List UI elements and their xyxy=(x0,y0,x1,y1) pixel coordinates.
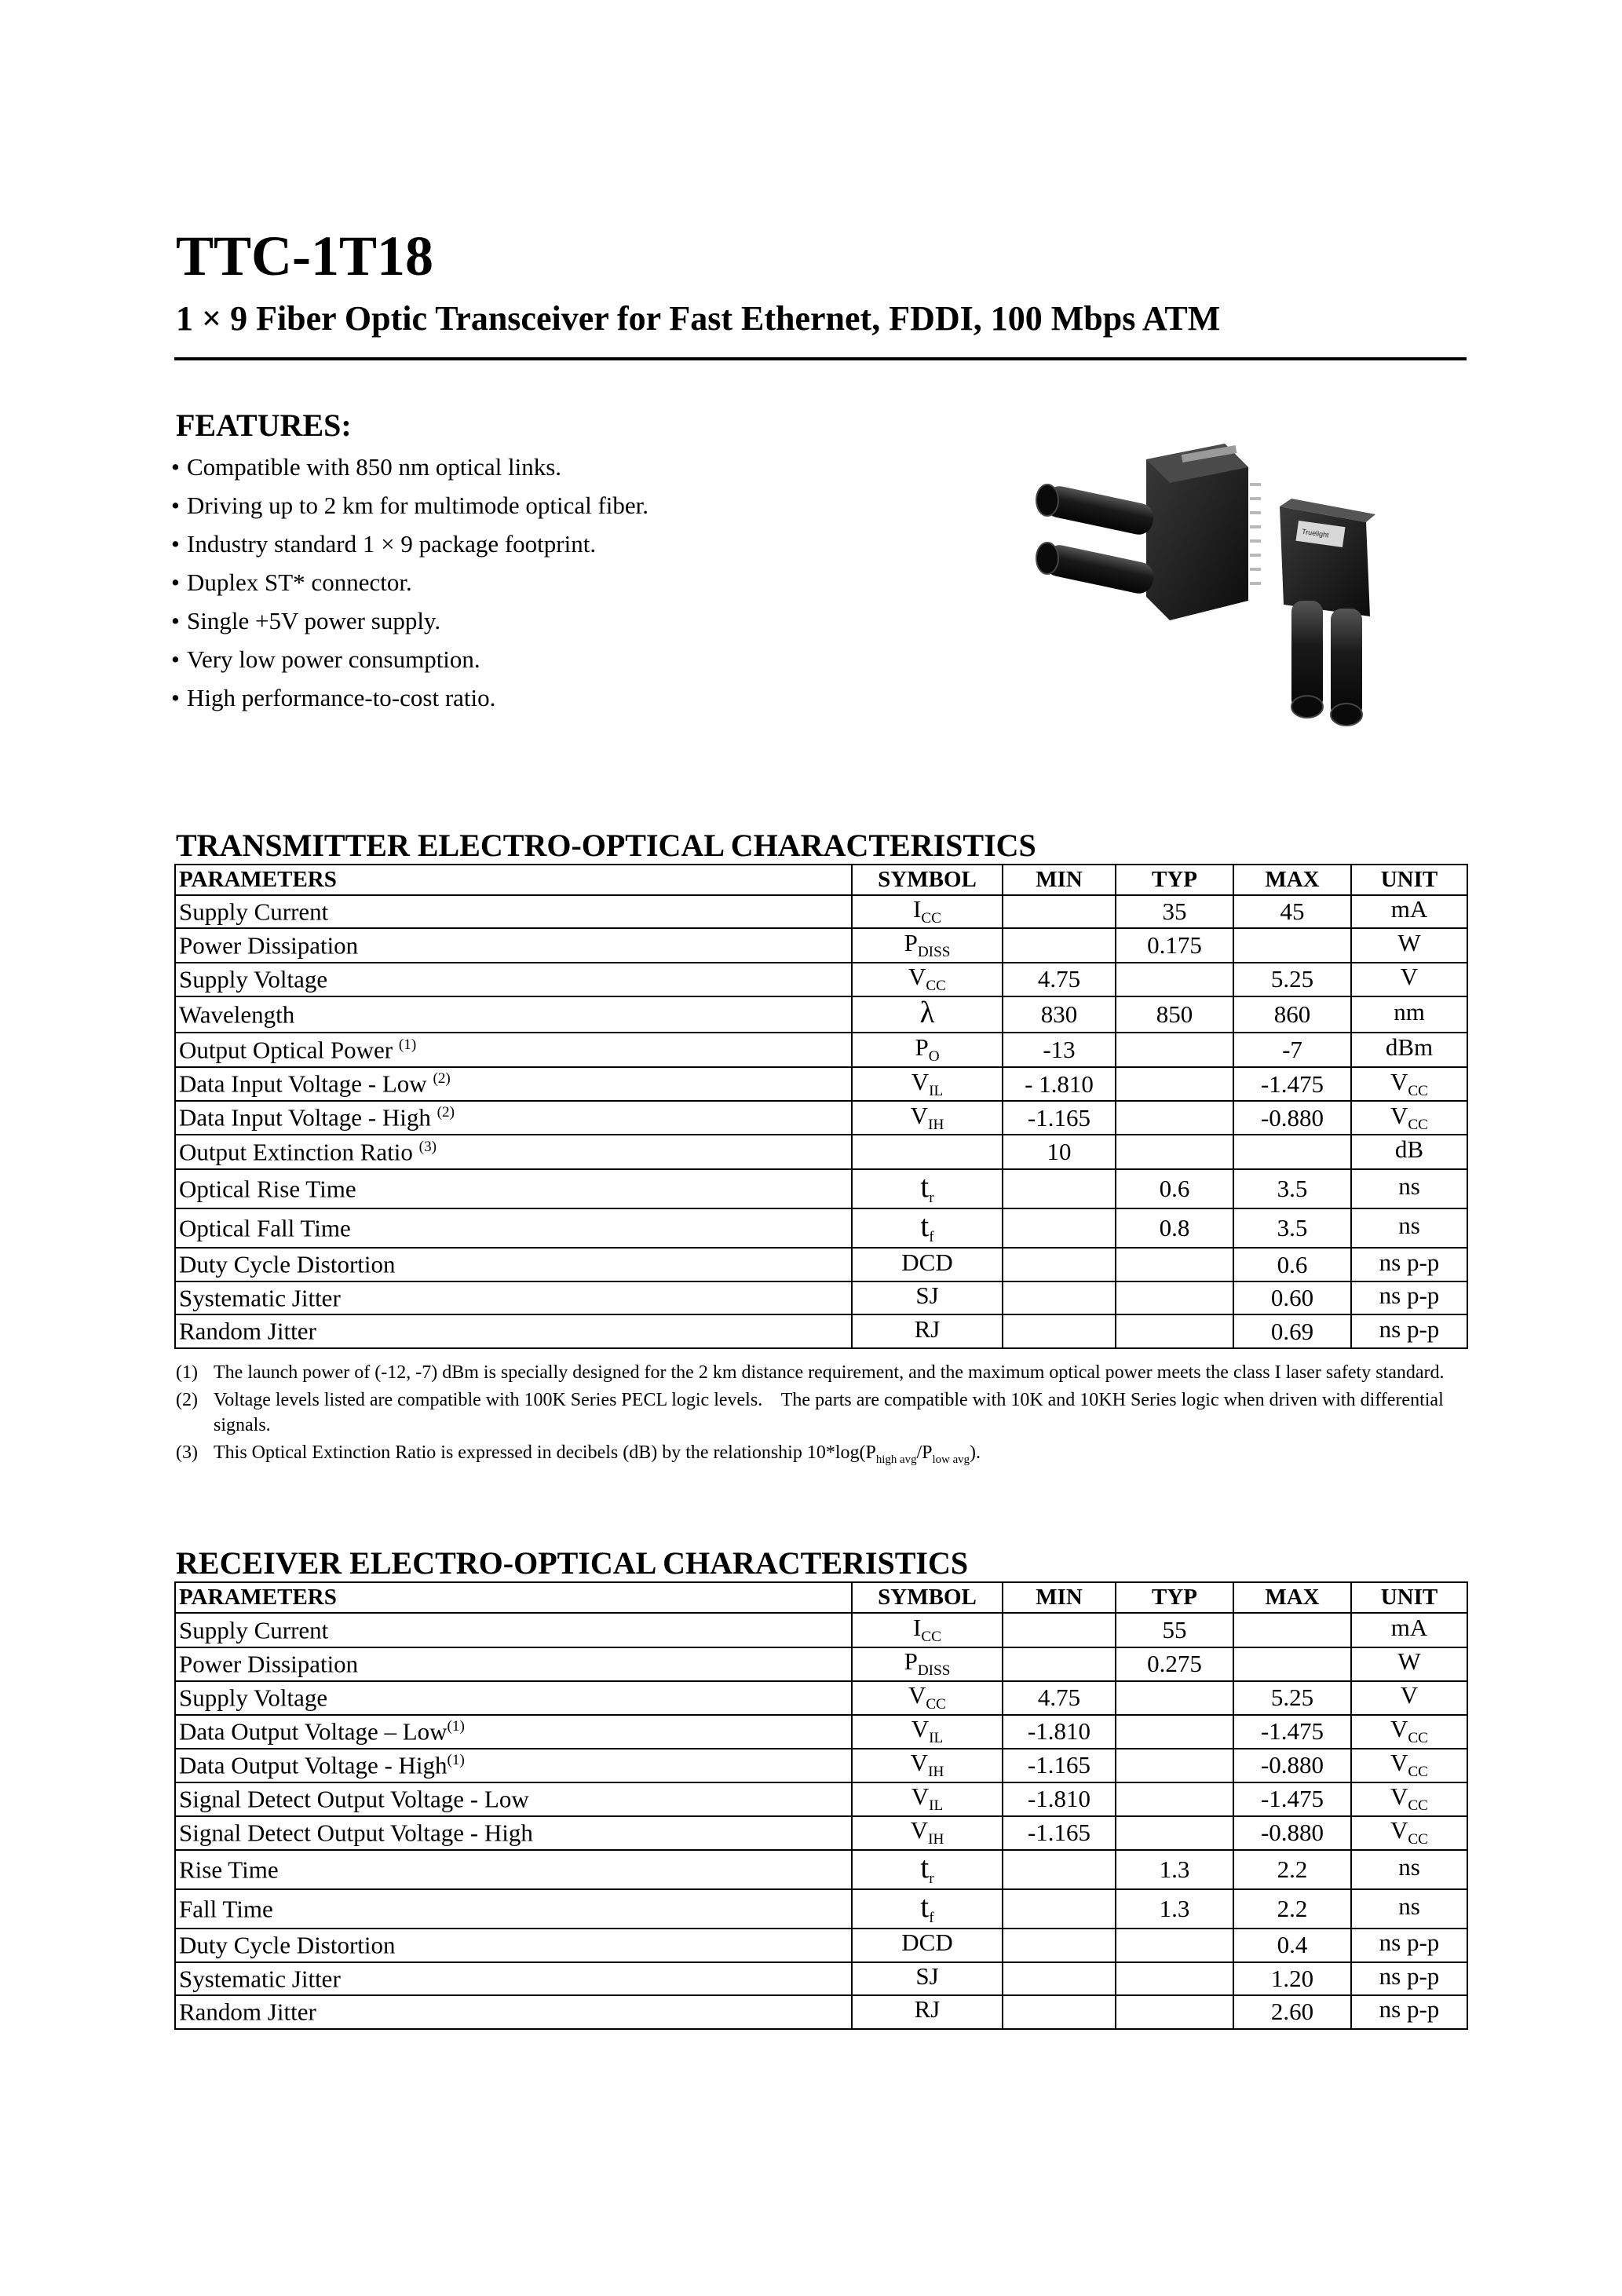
min-cell: 10 xyxy=(1003,1135,1116,1169)
unit-cell: dB xyxy=(1351,1135,1467,1169)
typ-cell xyxy=(1116,1033,1233,1067)
typ-cell xyxy=(1116,963,1233,996)
max-cell: 0.4 xyxy=(1233,1929,1351,1962)
col-typ: TYP xyxy=(1116,865,1233,895)
bullet-icon: • xyxy=(171,684,180,711)
note-text: The launch power of (-12, -7) dBm is specially designed for the 2 km distance requirement, and the maximum optical power meets the class I laser safety standard. xyxy=(214,1362,1445,1383)
param-cell: Supply Current xyxy=(175,1613,852,1647)
min-cell xyxy=(1003,1314,1116,1348)
typ-cell xyxy=(1116,1248,1233,1281)
table-row xyxy=(175,1782,1467,1816)
feature-item xyxy=(171,601,648,640)
bullet-icon: • xyxy=(171,453,180,481)
note-text: Voltage levels listed are compatible with 100K Series PECL logic levels. The parts are compatible with 10K and 10KH Series logic when driven with differential signals. xyxy=(214,1390,1448,1435)
typ-cell: 850 xyxy=(1116,996,1233,1033)
col-symbol: SYMBOL xyxy=(852,865,1003,895)
param-cell: Random Jitter xyxy=(175,1314,852,1348)
table-row xyxy=(175,1281,1467,1314)
col-max: MAX xyxy=(1233,1582,1351,1613)
feature-item xyxy=(171,563,648,601)
max-cell: 0.60 xyxy=(1233,1281,1351,1314)
table-row xyxy=(175,1816,1467,1850)
min-cell xyxy=(1003,1647,1116,1681)
param-cell: Optical Fall Time xyxy=(175,1208,852,1248)
note-1 xyxy=(176,1360,1463,1385)
transmitter-notes xyxy=(176,1360,1463,1472)
col-min: MIN xyxy=(1003,1582,1116,1613)
table-row xyxy=(175,963,1467,996)
unit-cell: dBm xyxy=(1351,1033,1467,1067)
col-max: MAX xyxy=(1233,865,1351,895)
max-cell: 1.20 xyxy=(1233,1962,1351,1995)
unit-cell: $V_{CC}$ xyxy=(1351,1816,1467,1850)
typ-cell xyxy=(1116,1681,1233,1715)
unit-cell: ns p-p xyxy=(1351,1248,1467,1281)
min-cell: 4.75 xyxy=(1003,963,1116,996)
symbol-cell: $V_{IH}$ xyxy=(852,1816,1003,1850)
max-cell: -0.880 xyxy=(1233,1101,1351,1135)
symbol-cell: SJ xyxy=(852,1281,1003,1314)
document-subtitle: 1 × 9 Fiber Optic Transceiver for Fast Ethernet, FDDI, 100 Mbps ATM xyxy=(176,299,1221,338)
transmitter-heading: TRANSMITTER ELECTRO-OPTICAL CHARACTERISTICS xyxy=(176,828,1036,863)
max-cell: 3.5 xyxy=(1233,1208,1351,1248)
transmitter-table xyxy=(174,864,1468,1349)
min-cell: -1.165 xyxy=(1003,1749,1116,1782)
feature-text: Compatible with 850 nm optical links. xyxy=(187,453,562,481)
feature-text: Single +5V power supply. xyxy=(187,607,441,634)
unit-cell: nm xyxy=(1351,996,1467,1033)
document-title: TTC-1T18 xyxy=(176,225,434,287)
min-cell xyxy=(1003,1281,1116,1314)
unit-cell: W xyxy=(1351,1647,1467,1681)
param-cell: Duty Cycle Distortion xyxy=(175,1929,852,1962)
unit-cell: ns p-p xyxy=(1351,1929,1467,1962)
symbol-cell: $I_{CC}$ xyxy=(852,895,1003,928)
table-header-row xyxy=(175,865,1467,895)
min-cell xyxy=(1003,1613,1116,1647)
symbol-cell: $V_{IL}$ xyxy=(852,1067,1003,1101)
typ-cell xyxy=(1116,1962,1233,1995)
param-cell: Power Dissipation xyxy=(175,928,852,963)
param-cell: Supply Current xyxy=(175,895,852,928)
min-cell: -13 xyxy=(1003,1033,1116,1067)
feature-text: Very low power consumption. xyxy=(187,645,480,673)
symbol-cell: $V_{CC}$ xyxy=(852,1681,1003,1715)
unit-cell: W xyxy=(1351,928,1467,963)
typ-cell xyxy=(1116,1995,1233,2029)
bullet-icon: • xyxy=(171,607,180,634)
table-row xyxy=(175,1135,1467,1169)
note-number: (1) xyxy=(176,1362,198,1383)
typ-cell xyxy=(1116,1929,1233,1962)
feature-text: Driving up to 2 km for multimode optical fiber. xyxy=(187,492,649,519)
min-cell xyxy=(1003,895,1116,928)
typ-cell: 0.275 xyxy=(1116,1647,1233,1681)
unit-cell: V xyxy=(1351,1681,1467,1715)
symbol-cell: $I_{CC}$ xyxy=(852,1613,1003,1647)
bullet-icon: • xyxy=(171,645,180,673)
param-cell: Signal Detect Output Voltage - High xyxy=(175,1816,852,1850)
param-cell: Random Jitter xyxy=(175,1995,852,2029)
max-cell xyxy=(1233,1613,1351,1647)
module-label: Truelight xyxy=(1301,527,1330,539)
typ-cell xyxy=(1116,1135,1233,1169)
table-row xyxy=(175,1248,1467,1281)
unit-cell: $V_{CC}$ xyxy=(1351,1749,1467,1782)
max-cell: 0.6 xyxy=(1233,1248,1351,1281)
param-cell: Optical Rise Time xyxy=(175,1169,852,1208)
min-cell: 830 xyxy=(1003,996,1116,1033)
symbol-cell: $t_f$ xyxy=(852,1889,1003,1929)
max-cell xyxy=(1233,928,1351,963)
param-cell: Data Output Voltage - High$^{(1)}$ xyxy=(175,1749,852,1782)
module-front-view xyxy=(1280,499,1375,726)
typ-cell: 55 xyxy=(1116,1613,1233,1647)
min-cell xyxy=(1003,1889,1116,1929)
param-cell: Systematic Jitter xyxy=(175,1281,852,1314)
feature-item xyxy=(171,448,648,486)
max-cell: 45 xyxy=(1233,895,1351,928)
table-row xyxy=(175,895,1467,928)
typ-cell xyxy=(1116,1782,1233,1816)
product-photo xyxy=(1021,436,1382,726)
bullet-icon: • xyxy=(171,569,180,596)
table-row xyxy=(175,1067,1467,1101)
min-cell xyxy=(1003,1995,1116,2029)
max-cell: 860 xyxy=(1233,996,1351,1033)
param-cell: Supply Voltage xyxy=(175,963,852,996)
feature-text: Duplex ST* connector. xyxy=(187,569,412,596)
unit-cell: ns xyxy=(1351,1889,1467,1929)
param-cell: Fall Time xyxy=(175,1889,852,1929)
param-cell: Systematic Jitter xyxy=(175,1962,852,1995)
table-row xyxy=(175,1681,1467,1715)
min-cell: -1.165 xyxy=(1003,1101,1116,1135)
symbol-cell: RJ xyxy=(852,1995,1003,2029)
note-text: This Optical Extinction Ratio is expressed in decibels (dB) by the relationship $10*\log(P_{high avg}/P_{low avg})$. xyxy=(214,1442,981,1466)
unit-cell: $V_{CC}$ xyxy=(1351,1101,1467,1135)
unit-cell: ns p-p xyxy=(1351,1281,1467,1314)
col-min: MIN xyxy=(1003,865,1116,895)
typ-cell: 0.6 xyxy=(1116,1169,1233,1208)
typ-cell xyxy=(1116,1281,1233,1314)
note-number: (3) xyxy=(176,1442,198,1463)
receiver-heading: RECEIVER ELECTRO-OPTICAL CHARACTERISTICS xyxy=(176,1545,969,1581)
unit-cell: ns p-p xyxy=(1351,1962,1467,1995)
symbol-cell: $V_{IH}$ xyxy=(852,1749,1003,1782)
symbol-cell: SJ xyxy=(852,1962,1003,1995)
typ-cell: 1.3 xyxy=(1116,1850,1233,1889)
typ-cell xyxy=(1116,1314,1233,1348)
param-cell: Wavelength xyxy=(175,996,852,1033)
table-row xyxy=(175,1613,1467,1647)
table-row xyxy=(175,1962,1467,1995)
unit-cell: ns p-p xyxy=(1351,1314,1467,1348)
min-cell xyxy=(1003,1850,1116,1889)
min-cell: - 1.810 xyxy=(1003,1067,1116,1101)
symbol-cell: $t_r$ xyxy=(852,1850,1003,1889)
max-cell: 5.25 xyxy=(1233,1681,1351,1715)
max-cell: 2.60 xyxy=(1233,1995,1351,2029)
feature-text: High performance-to-cost ratio. xyxy=(187,684,496,711)
feature-item xyxy=(171,525,648,563)
symbol-cell: λ xyxy=(852,996,1003,1033)
max-cell: 2.2 xyxy=(1233,1889,1351,1929)
note-2 xyxy=(176,1387,1463,1438)
min-cell xyxy=(1003,1169,1116,1208)
max-cell: 0.69 xyxy=(1233,1314,1351,1348)
bullet-icon: • xyxy=(171,492,180,519)
max-cell: -1.475 xyxy=(1233,1715,1351,1749)
unit-cell: mA xyxy=(1351,1613,1467,1647)
table-row xyxy=(175,1850,1467,1889)
max-cell: -0.880 xyxy=(1233,1749,1351,1782)
note-3 xyxy=(176,1440,1463,1472)
min-cell: -1.165 xyxy=(1003,1816,1116,1850)
max-cell: 3.5 xyxy=(1233,1169,1351,1208)
table-row xyxy=(175,1995,1467,2029)
col-typ: TYP xyxy=(1116,1582,1233,1613)
typ-cell xyxy=(1116,1816,1233,1850)
col-unit: UNIT xyxy=(1351,865,1467,895)
feature-item xyxy=(171,678,648,717)
typ-cell: 0.175 xyxy=(1116,928,1233,963)
table-row xyxy=(175,1169,1467,1208)
max-cell: 2.2 xyxy=(1233,1850,1351,1889)
table-row xyxy=(175,1033,1467,1067)
unit-cell: $V_{CC}$ xyxy=(1351,1715,1467,1749)
unit-cell: mA xyxy=(1351,895,1467,928)
min-cell xyxy=(1003,1929,1116,1962)
symbol-cell: DCD xyxy=(852,1248,1003,1281)
symbol-cell: $P_{DISS}$ xyxy=(852,928,1003,963)
max-cell: -7 xyxy=(1233,1033,1351,1067)
module-side-view xyxy=(1036,444,1261,620)
note-number: (2) xyxy=(176,1390,198,1410)
param-cell: Data Input Voltage - High $^{(2)}$ xyxy=(175,1101,852,1135)
typ-cell xyxy=(1116,1749,1233,1782)
table-row xyxy=(175,1208,1467,1248)
param-cell: Duty Cycle Distortion xyxy=(175,1248,852,1281)
table-row xyxy=(175,1101,1467,1135)
param-cell: Output Optical Power $^{(1)}$ xyxy=(175,1033,852,1067)
table-header-row xyxy=(175,1582,1467,1613)
table-row xyxy=(175,1889,1467,1929)
typ-cell: 0.8 xyxy=(1116,1208,1233,1248)
param-cell: Data Output Voltage – Low$^{(1)}$ xyxy=(175,1715,852,1749)
typ-cell xyxy=(1116,1067,1233,1101)
feature-item xyxy=(171,640,648,678)
symbol-cell: $P_O$ xyxy=(852,1033,1003,1067)
min-cell: 4.75 xyxy=(1003,1681,1116,1715)
symbol-cell: $P_{DISS}$ xyxy=(852,1647,1003,1681)
max-cell xyxy=(1233,1135,1351,1169)
min-cell: -1.810 xyxy=(1003,1715,1116,1749)
table-row xyxy=(175,1929,1467,1962)
features-heading: FEATURES: xyxy=(176,408,352,443)
table-row xyxy=(175,1749,1467,1782)
table-row xyxy=(175,1715,1467,1749)
min-cell xyxy=(1003,1248,1116,1281)
feature-text: Industry standard 1 × 9 package footprint. xyxy=(187,530,597,558)
unit-cell: $V_{CC}$ xyxy=(1351,1067,1467,1101)
unit-cell: $V_{CC}$ xyxy=(1351,1782,1467,1816)
min-cell xyxy=(1003,1208,1116,1248)
col-parameters: PARAMETERS xyxy=(175,1582,852,1613)
unit-cell: ns xyxy=(1351,1850,1467,1889)
max-cell xyxy=(1233,1647,1351,1681)
unit-cell: ns xyxy=(1351,1169,1467,1208)
symbol-cell: $t_f$ xyxy=(852,1208,1003,1248)
symbol-cell: $V_{CC}$ xyxy=(852,963,1003,996)
symbol-cell: $V_{IL}$ xyxy=(852,1782,1003,1816)
param-cell: Data Input Voltage - Low $^{(2)}$ xyxy=(175,1067,852,1101)
typ-cell xyxy=(1116,1101,1233,1135)
max-cell: 5.25 xyxy=(1233,963,1351,996)
table-row xyxy=(175,1314,1467,1348)
title-rule xyxy=(174,357,1467,360)
unit-cell: ns xyxy=(1351,1208,1467,1248)
symbol-cell: $V_{IL}$ xyxy=(852,1715,1003,1749)
min-cell xyxy=(1003,1962,1116,1995)
unit-cell: ns p-p xyxy=(1351,1995,1467,2029)
unit-cell: V xyxy=(1351,963,1467,996)
min-cell: -1.810 xyxy=(1003,1782,1116,1816)
typ-cell xyxy=(1116,1715,1233,1749)
table-row xyxy=(175,996,1467,1033)
feature-item xyxy=(171,486,648,525)
min-cell xyxy=(1003,928,1116,963)
col-symbol: SYMBOL xyxy=(852,1582,1003,1613)
symbol-cell: $V_{IH}$ xyxy=(852,1101,1003,1135)
typ-cell: 35 xyxy=(1116,895,1233,928)
param-cell: Rise Time xyxy=(175,1850,852,1889)
max-cell: -0.880 xyxy=(1233,1816,1351,1850)
typ-cell: 1.3 xyxy=(1116,1889,1233,1929)
features-list xyxy=(171,448,648,717)
max-cell: -1.475 xyxy=(1233,1067,1351,1101)
col-unit: UNIT xyxy=(1351,1582,1467,1613)
bullet-icon: • xyxy=(171,530,180,558)
param-cell: Supply Voltage xyxy=(175,1681,852,1715)
table-row xyxy=(175,1647,1467,1681)
max-cell: -1.475 xyxy=(1233,1782,1351,1816)
param-cell: Signal Detect Output Voltage - Low xyxy=(175,1782,852,1816)
symbol-cell xyxy=(852,1135,1003,1169)
receiver-table xyxy=(174,1581,1468,2030)
symbol-cell: RJ xyxy=(852,1314,1003,1348)
table-row xyxy=(175,928,1467,963)
symbol-cell: DCD xyxy=(852,1929,1003,1962)
param-cell: Output Extinction Ratio $^{(3)}$ xyxy=(175,1135,852,1169)
param-cell: Power Dissipation xyxy=(175,1647,852,1681)
symbol-cell: $t_r$ xyxy=(852,1169,1003,1208)
col-parameters: PARAMETERS xyxy=(175,865,852,895)
